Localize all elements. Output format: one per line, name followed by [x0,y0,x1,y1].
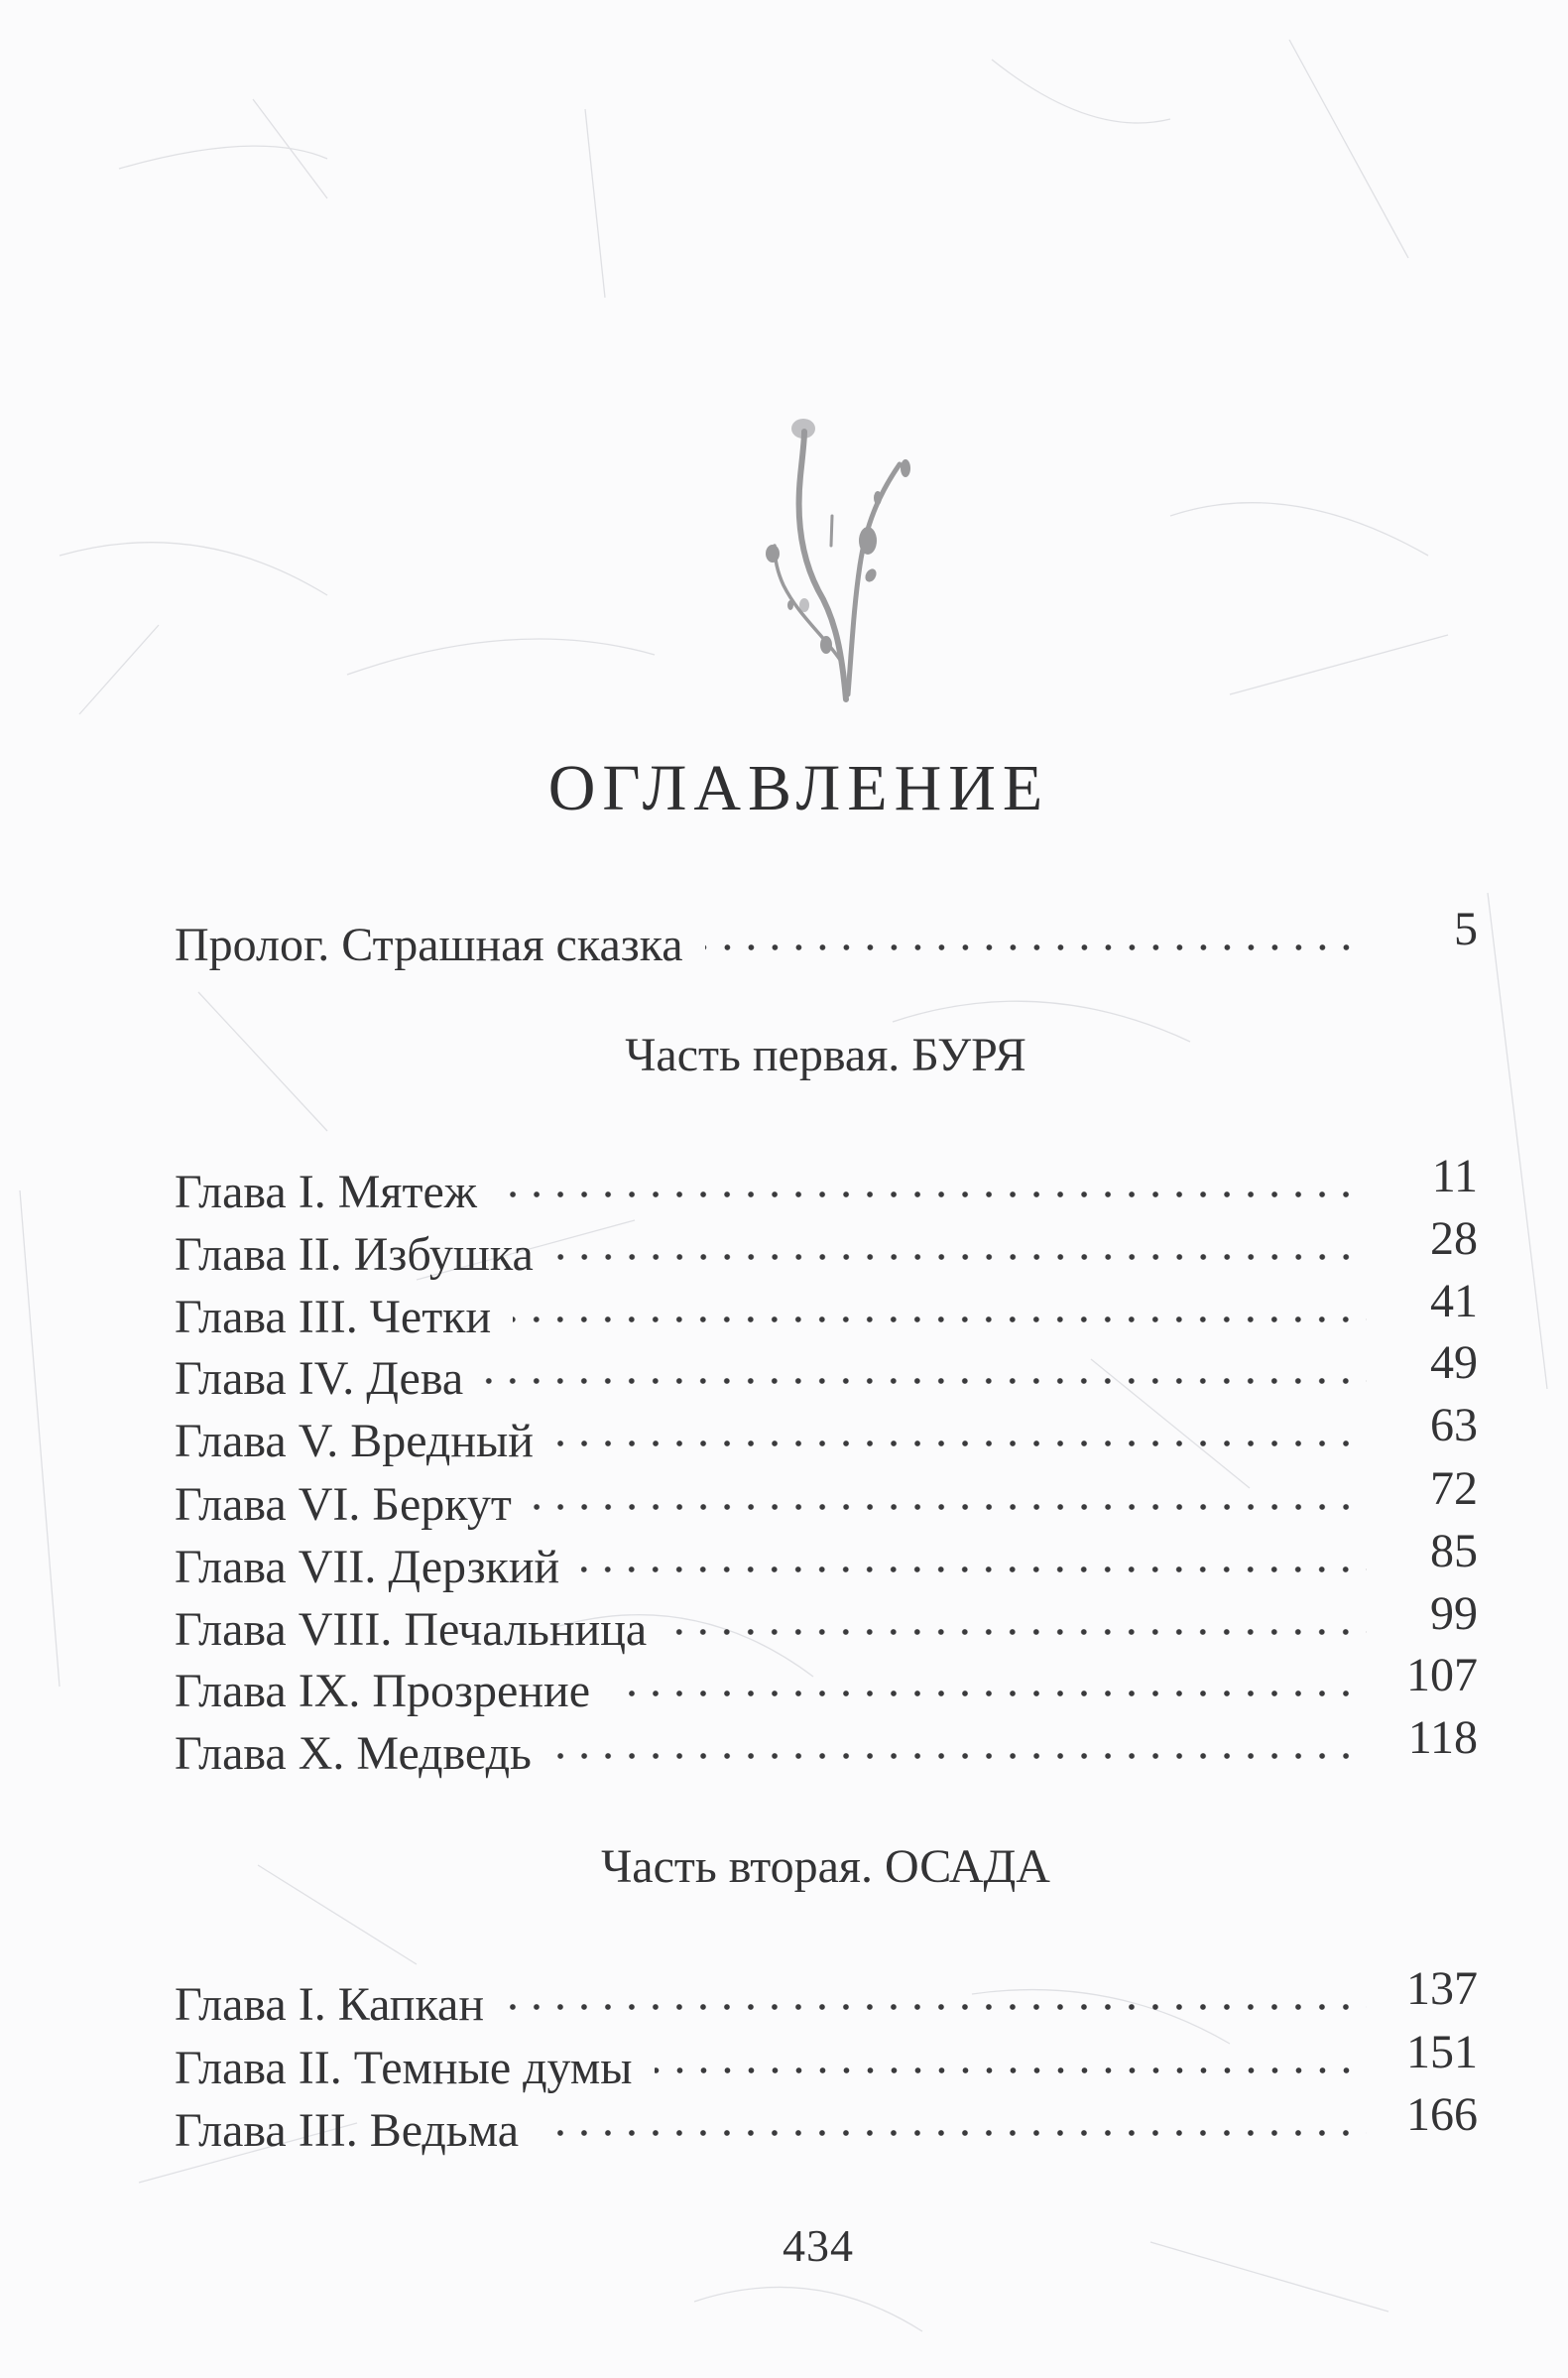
toc-entry-label: Глава III. Ведьма [175,2104,520,2157]
toc-entry[interactable] [175,1457,1478,1531]
part-heading: Часть вторая. ОСАДА [601,1840,1050,1893]
toc-entry-label: Глава V. Вредный [175,1415,534,1467]
dot-leader [555,1394,1367,1456]
toc-entry-page-number: 28 [1430,1212,1478,1265]
toc-entry[interactable] [175,1706,1478,1780]
dot-leader [668,1582,1367,1645]
toc-entry-page-number: 137 [1406,1962,1478,2015]
page-number: 434 [783,2220,854,2271]
dot-leader [553,1706,1367,1769]
toc-entry-page-number: 41 [1430,1275,1478,1327]
dot-leader [555,1207,1367,1270]
toc-entry-label: Глава II. Темные думы [175,2042,633,2094]
toc-entry-page-number: 118 [1407,1711,1478,1764]
dot-leader [655,2021,1367,2083]
dot-leader [513,1270,1367,1332]
toc-entry-label: Глава VII. Дерзкий [175,1541,560,1593]
toc-entry[interactable] [175,1520,1478,1593]
dot-leader [705,898,1367,960]
toc-entry-page-number: 99 [1430,1587,1478,1640]
toc-entry-label: Глава IV. Дева [175,1352,464,1405]
toc-entry-label: Глава VIII. Печальница [175,1603,648,1656]
toc-entry[interactable] [175,1331,1478,1405]
toc-entry[interactable] [175,1582,1478,1656]
toc-entry[interactable] [175,1207,1478,1281]
dot-leader [506,1957,1367,2020]
dot-leader [499,1145,1367,1207]
toc-entry-label: Глава I. Капкан [175,1978,485,2031]
dot-leader [485,1331,1367,1394]
toc-entry-page-number: 85 [1430,1525,1478,1577]
toc-entry-page-number: 49 [1430,1336,1478,1389]
page-title: ОГЛАВЛЕНИЕ [547,752,1050,824]
toc-entry[interactable] [175,1270,1478,1343]
toc-entry-page-number: 63 [1430,1399,1478,1451]
toc-entry-prologue[interactable] [175,898,1478,971]
dot-leader [581,1520,1367,1582]
toc-entry-page-number: 107 [1406,1649,1478,1701]
toc-entry-label: Глава II. Избушка [175,1228,534,1281]
sprig-illustration-icon [729,407,947,714]
toc-entry-page-number: 5 [1454,903,1478,955]
toc-entry[interactable] [175,1394,1478,1467]
dot-leader [534,1457,1367,1520]
toc-entry-label: Глава I. Мятеж [175,1166,477,1218]
toc-entry[interactable] [175,1644,1478,1717]
dot-leader [541,2083,1367,2146]
dot-leader [612,1644,1367,1706]
toc-entry-page-number: 72 [1430,1462,1478,1515]
toc-entry[interactable] [175,1957,1478,2031]
toc-entry-page-number: 11 [1431,1150,1478,1202]
toc-entry[interactable] [175,2021,1478,2094]
toc-entry[interactable] [175,1145,1478,1218]
part-heading: Часть первая. БУРЯ [625,1029,1026,1081]
toc-entry-page-number: 166 [1406,2088,1478,2141]
toc-entry-label: Пролог. Страшная сказка [175,919,683,971]
toc-entry-label: Глава IX. Прозрение [175,1665,590,1717]
toc-entry-label: Глава VI. Беркут [175,1478,512,1531]
toc-entry[interactable] [175,2083,1478,2157]
toc-entry-label: Глава III. Четки [175,1291,492,1343]
toc-entry-label: Глава X. Медведь [175,1727,532,1780]
toc-entry-page-number: 151 [1406,2026,1478,2078]
